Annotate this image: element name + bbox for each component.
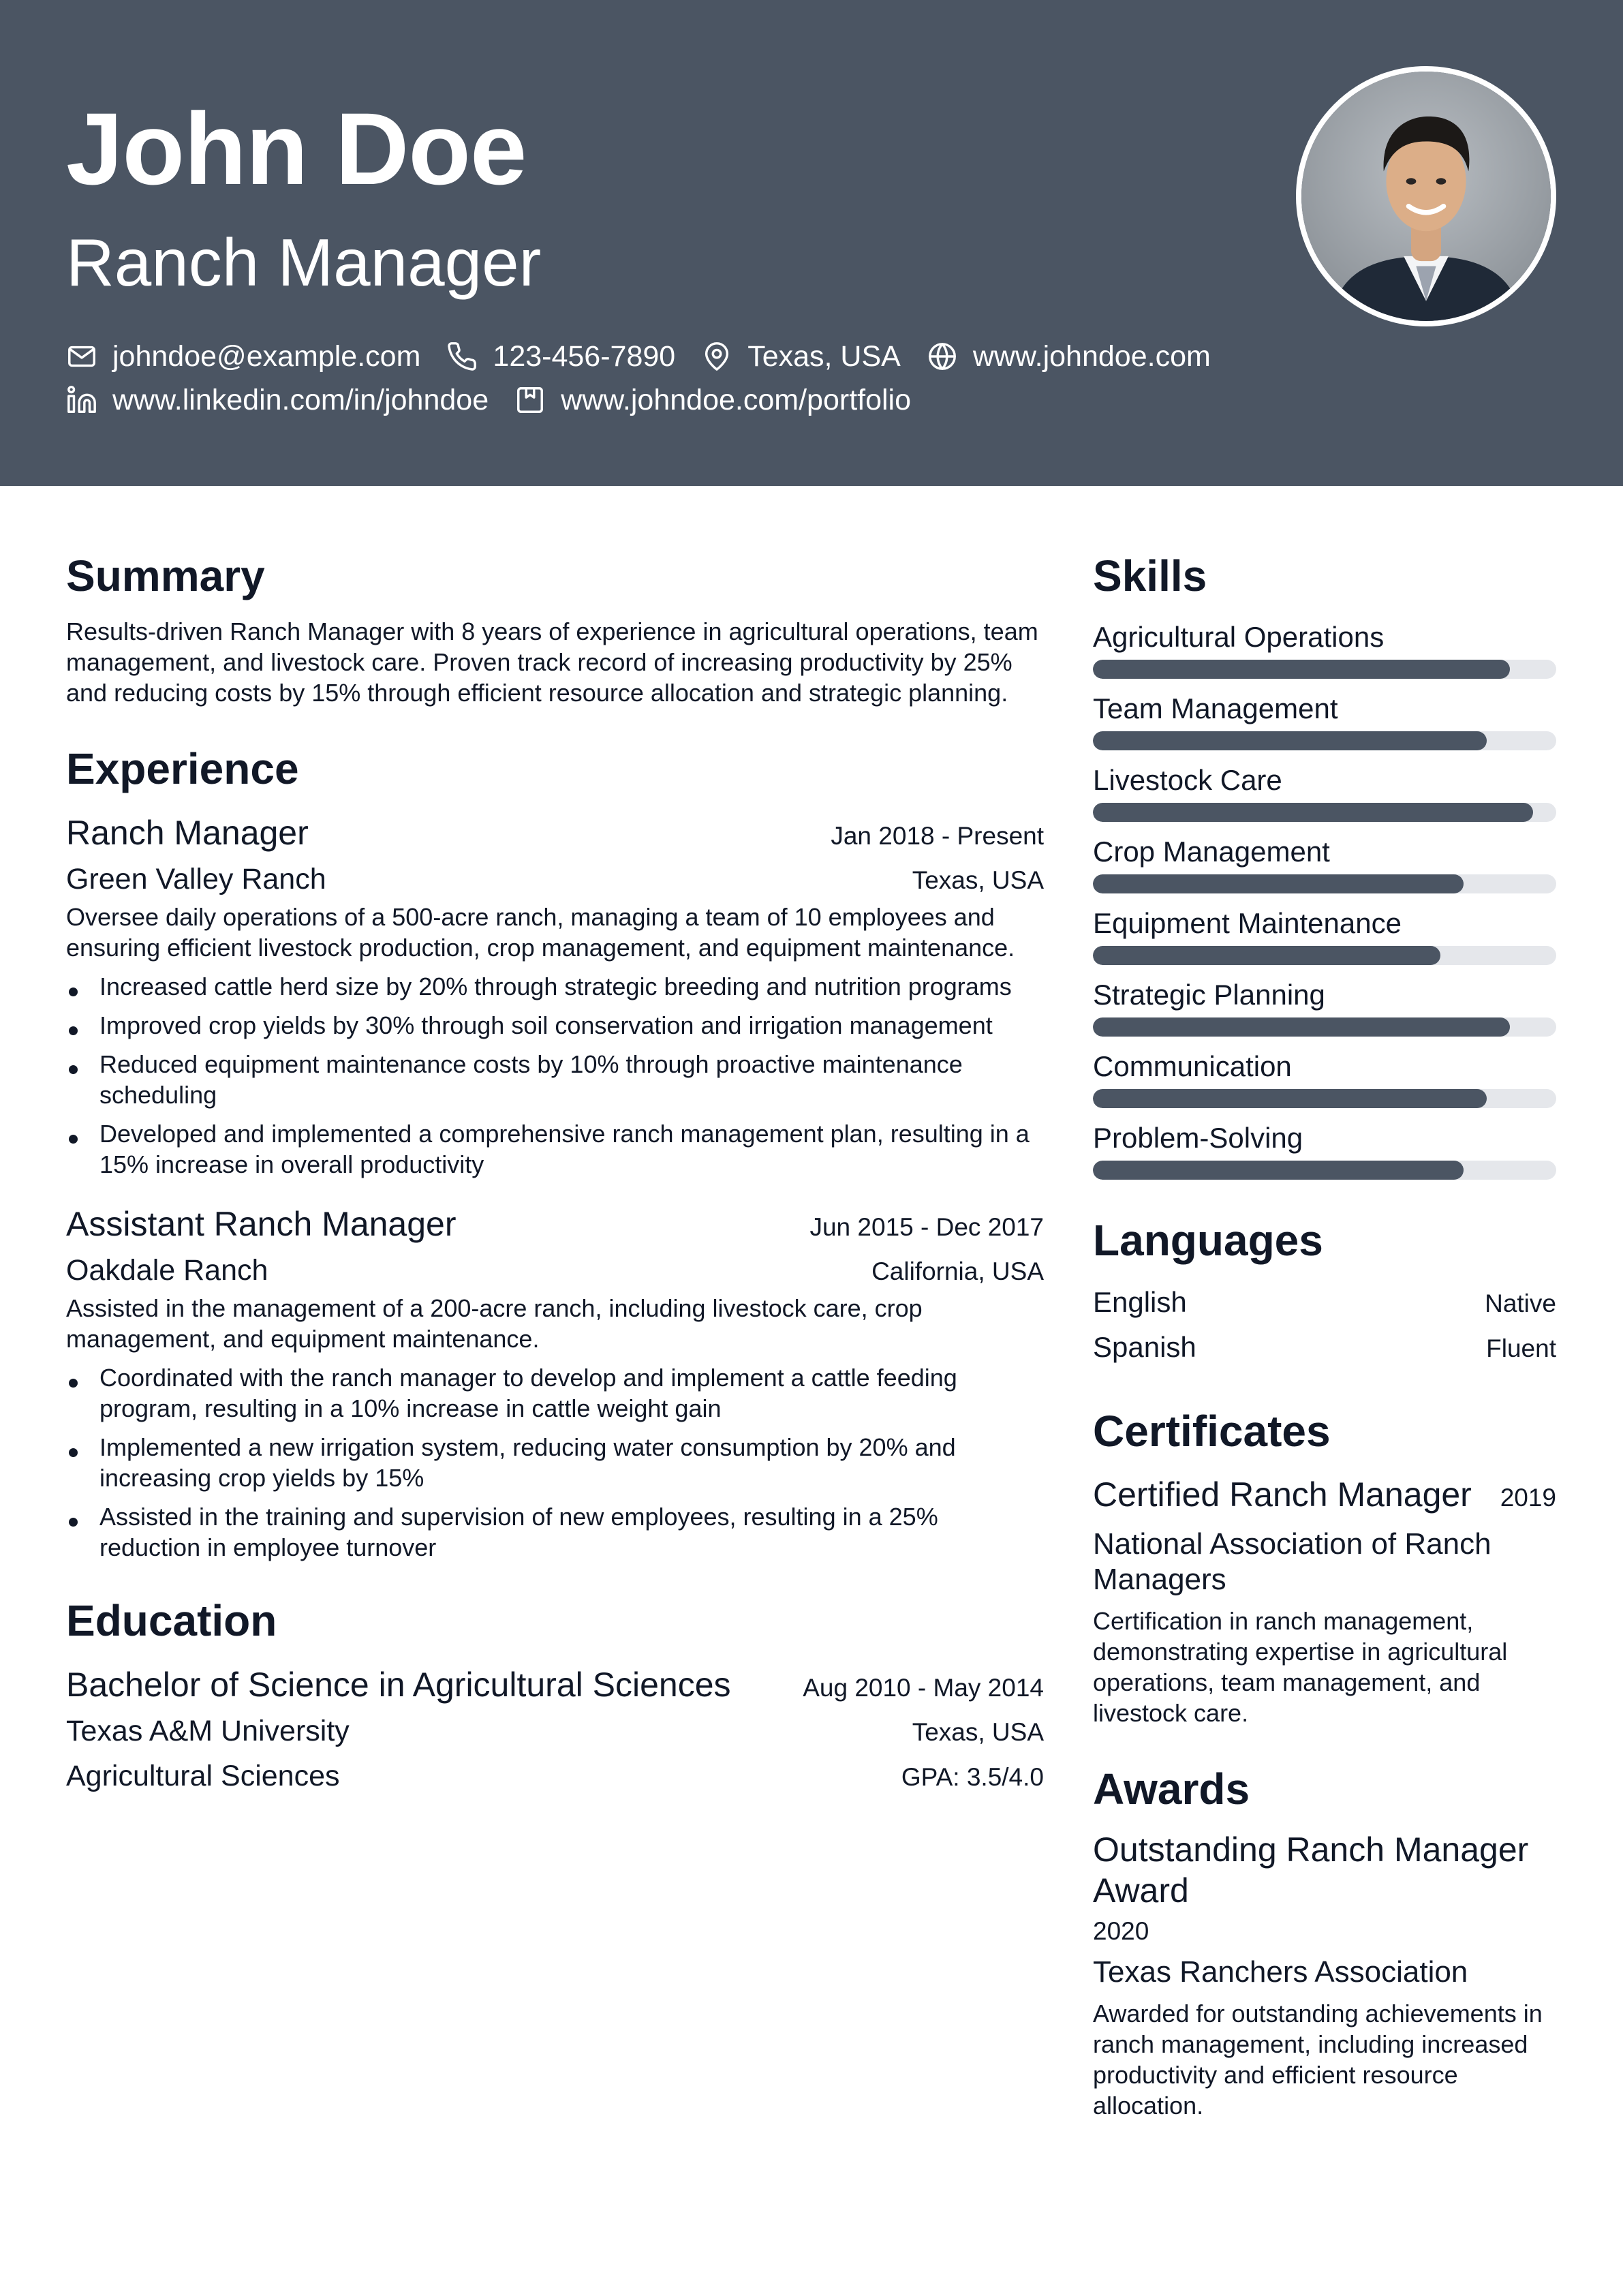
contact-phone[interactable] [446,339,675,373]
certificates-heading: Certificates [1093,1407,1331,1456]
job-description: Oversee daily operations of a 500-acre ranch, managing a team of 10 employees and ensuring efficient livestock production, crop management, and equipment maintenance. [66,903,1015,962]
location-pin-icon [701,341,732,372]
skill-bar-fill [1093,803,1533,822]
certificate-header [1093,1471,1556,1521]
main-column [66,545,1044,1798]
contact-email[interactable] [66,339,420,373]
skill-item [1093,1117,1556,1180]
skill-bar-track [1093,803,1556,822]
languages-heading: Languages [1093,1216,1323,1265]
language-item [1093,1281,1556,1326]
job-bullet: Reduced equipment maintenance costs by 10% through proactive maintenance scheduling [66,1049,1044,1110]
experience-entry [66,809,1044,1180]
job-bullet: Increased cattle herd size by 20% through strategic breeding and nutrition programs [66,971,1044,1002]
language-name: English [1093,1286,1187,1318]
language-level: Native [1485,1289,1556,1317]
skill-bar-track [1093,731,1556,750]
globe-icon [927,341,958,372]
contact-website[interactable] [927,339,1211,373]
avatar-portrait-image [1301,72,1551,321]
contact-location [701,339,901,373]
skill-name: Agricultural Operations [1093,621,1385,653]
contact-website-text: www.johndoe.com [972,340,1211,373]
skill-bar-track [1093,1161,1556,1180]
job-title: Assistant Ranch Manager [66,1205,457,1243]
side-column [1093,545,1556,2121]
skill-name: Equipment Maintenance [1093,907,1402,939]
language-name: Spanish [1093,1331,1196,1363]
contact-portfolio[interactable] [514,383,911,417]
skill-item [1093,759,1556,822]
job-title: Ranch Manager [66,814,309,852]
job-company: Oakdale Ranch [66,1254,268,1287]
job-bullet: Developed and implemented a comprehensive ranch management plan, resulting in a 15% increase in overall productivity [66,1118,1044,1180]
gpa: GPA: 3.5/4.0 [901,1763,1044,1791]
skill-item [1093,902,1556,965]
award-issuer: Texas Ranchers Association [1093,1955,1468,1989]
portfolio-icon [514,384,546,416]
school-location: Texas, USA [912,1718,1044,1746]
job-company: Green Valley Ranch [66,863,326,896]
experience-entry [66,1200,1044,1563]
contact-linkedin-text: www.linkedin.com/in/johndoe [112,384,489,416]
skill-name: Team Management [1093,692,1338,724]
job-description: Assisted in the management of a 200-acre ranch, including livestock care, crop management, and equipment maintenance. [66,1294,923,1353]
candidate-name: John Doe [66,91,527,206]
job-bullet: Coordinated with the ranch manager to develop and implement a cattle feeding program, resulting in a 10% increase in cattle weight gain [66,1362,1044,1424]
award-description: Awarded for outstanding achievements in ranch management, including increased productivity and efficient resource allocation. [1093,2000,1543,2119]
certificate-year: 2019 [1500,1484,1556,1512]
summary-heading: Summary [66,551,265,600]
experience-heading: Experience [66,744,299,793]
skill-name: Crop Management [1093,836,1330,868]
skill-item [1093,616,1556,679]
mail-icon [66,341,97,372]
skill-name: Communication [1093,1050,1292,1082]
school-name: Texas A&M University [66,1715,350,1747]
certificate-description: Certification in ranch management, demonstrating expertise in agricultural operations, team management, and livestock care. [1093,1607,1508,1727]
education-heading: Education [66,1596,277,1645]
field-of-study: Agricultural Sciences [66,1760,340,1792]
skill-item [1093,688,1556,750]
skills-heading: Skills [1093,551,1207,600]
contact-portfolio-text: www.johndoe.com/portfolio [561,384,912,416]
candidate-role: Ranch Manager [66,225,542,300]
job-bullet: Improved crop yields by 30% through soil conservation and irrigation management [66,1010,1044,1041]
avatar [1296,66,1556,326]
job-bullet-list [66,1362,1044,1563]
job-bullet: Implemented a new irrigation system, reducing water consumption by 20% and increasing crop yields by 15% [66,1432,1044,1493]
award-year: 2020 [1093,1917,1149,1945]
skill-name: Livestock Care [1093,764,1282,796]
skill-bar-fill [1093,946,1440,965]
summary-text: Results-driven Ranch Manager with 8 years of experience in agricultural operations, team management, and livestock care. Proven track record of increasing productivity by 25% and reducing costs by 15% through efficient resource allocation and strategic planning. [66,617,1038,707]
certificate-name: Certified Ranch Manager [1093,1475,1472,1514]
job-bullet: Assisted in the training and supervision of new employees, resulting in a 25% reduction in employee turnover [66,1501,1044,1563]
skill-bar-fill [1093,660,1510,679]
skill-bar-fill [1093,874,1464,893]
contact-email-text: johndoe@example.com [112,340,421,373]
skill-name: Strategic Planning [1093,979,1325,1011]
award-name: Outstanding Ranch Manager Award [1093,1831,1529,1910]
language-level: Fluent [1486,1334,1556,1362]
contact-phone-text: 123-456-7890 [493,340,676,373]
skill-item [1093,974,1556,1037]
certificate-issuer: National Association of Ranch Managers [1093,1527,1491,1596]
skill-bar-fill [1093,1017,1510,1037]
skill-bar-fill [1093,1089,1487,1108]
phone-icon [446,341,478,372]
skill-bar-track [1093,1017,1556,1037]
language-item [1093,1326,1556,1371]
contact-location-text: Texas, USA [747,340,901,373]
skill-bar-track [1093,1089,1556,1108]
skill-name: Problem-Solving [1093,1122,1303,1154]
degree-title: Bachelor of Science in Agricultural Sciences [66,1666,731,1704]
skill-item [1093,1045,1556,1108]
job-dates: Jan 2018 - Present [831,822,1044,850]
skill-item [1093,831,1556,893]
contact-list [66,339,1279,417]
education-dates: Aug 2010 - May 2014 [803,1674,1044,1702]
job-location: California, USA [871,1257,1044,1285]
awards-heading: Awards [1093,1764,1250,1813]
skill-bar-track [1093,874,1556,893]
skill-bar-track [1093,660,1556,679]
skill-bar-track [1093,946,1556,965]
job-location: Texas, USA [912,866,1044,894]
resume-header [0,0,1623,486]
skill-bar-fill [1093,731,1487,750]
linkedin-icon [66,384,97,416]
job-dates: Jun 2015 - Dec 2017 [809,1213,1044,1241]
contact-linkedin[interactable] [66,383,489,417]
skill-bar-fill [1093,1161,1464,1180]
job-bullet-list [66,971,1044,1180]
education-entry [66,1661,1044,1798]
